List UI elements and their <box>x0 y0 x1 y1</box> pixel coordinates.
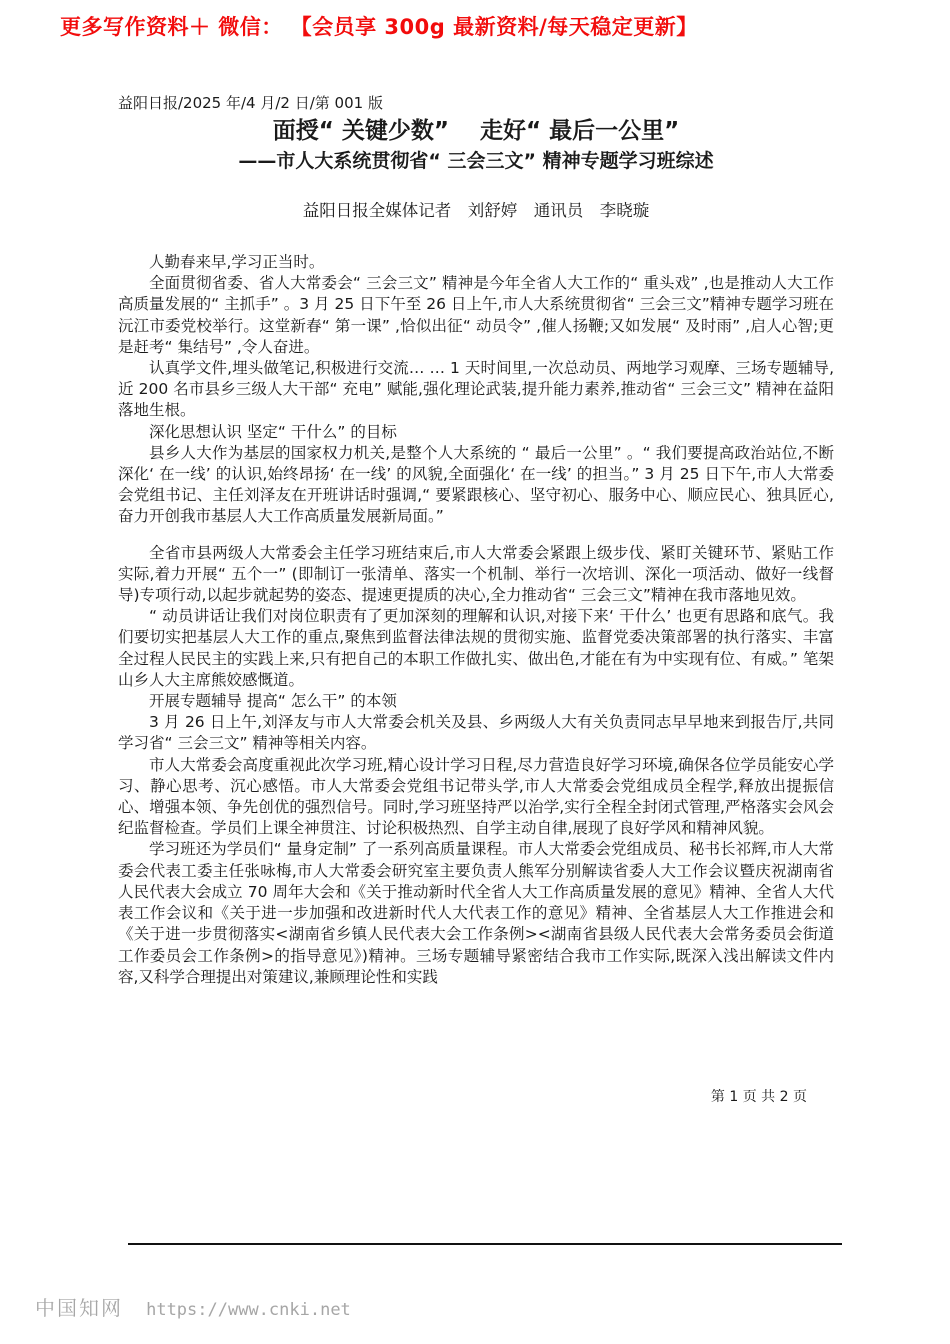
section-heading: 深化思想认识 坚定“ 干什么” 的目标 <box>149 422 397 441</box>
source-line: 益阳日报/2025 年/4 月/2 日/第 001 版 <box>118 94 383 112</box>
section-heading: 开展专题辅导 提高“ 怎么干” 的本领 <box>149 692 397 711</box>
article-paragraph: 学习班还为学员们“ 量身定制” 了一系列高质量课程。市人大常委会党组成员、秘书长祁辉,市人大常委会代表工委主任张咏梅,市人大常委会研究室主要负责人熊军分别解读省委人大工作会议暨庆祝湖南省人民代表大会成立 70 周年大会和《关于推动新时代全省人大工作高质量发展的意见》精神、全省人大代表工作会议和《关于进一步加强和改进新时代人大代表工作的意见》精神、全省基层人大工作推进会和《关于进一步贯彻落实<湖南省乡镇人民代表大会工作条例><湖南省县级人民代表大会常务委员会街道工作委员会工作条例>的指导意见》)精神。三场专题辅导紧密结合我市工作实际,既深入浅出解读文件内容,又科学合理提出对策建议,兼顾理论性和实践 <box>118 840 834 986</box>
article-paragraph: 3 月 26 日上午,刘泽友与市人大常委会机关及县、乡两级人大有关负责同志早早地来到报告厅,共同学习省“ 三会三文” 精神等相关内容。 <box>118 713 834 753</box>
article-body <box>118 252 834 988</box>
article-paragraph: 人勤春来早,学习正当时。 <box>149 253 325 271</box>
article-paragraph: 县乡人大作为基层的国家权力机关,是整个人大系统的 “ 最后一公里” 。“ 我们要提高政治站位,不断深化‘ 在一线’ 的认识,始终昂扬‘ 在一线’ 的风貌,全面强化‘ 在一线’ 的担当。” 3 月 25 日下午,市人大常委会党组书记、主任刘泽友在开班讲话时强调,“ 要紧跟核心、坚守初心、服务中心、顺应民心、独具匠心,奋力开创我市基层人大工作高质量发展新局面。” <box>118 443 834 526</box>
cnki-logo-text: 中国知网 <box>35 1296 123 1320</box>
promo-banner: 更多写作资料＋ 微信： 【会员享 300g 最新资料/每天稳定更新】 <box>60 15 698 39</box>
article-byline: 益阳日报全媒体记者 刘舒婷 通讯员 李晓璇 <box>302 201 650 220</box>
article-paragraph: 市人大常委会高度重视此次学习班,精心设计学习日程,尽力营造良好学习环境,确保各位学员能安心学习、静心思考、沉心感悟。市人大常委会党组书记带头学,市人大常委会党组成员全程学,释放出提振信心、增强本领、争先创优的强烈信号。同时,学习班坚持严以治学,实行全程全封闭式管理,严格落实会风会纪监督检查。学员们上课全神贯注、讨论积极热烈、自学主动自律,展现了良好学风和精神风貌。 <box>118 755 834 838</box>
article-title: 面授“ 关键少数” 走好“ 最后一公里” <box>272 118 680 144</box>
article-paragraph: 全面贯彻省委、省人大常委会“ 三会三文” 精神是今年全省人大工作的“ 重头戏” ,也是推动人大工作高质量发展的“ 主抓手” 。3 月 25 日下午至 26 日上午,市人大系统贯彻省“ 三会三文”精神专题学习班在沅江市委党校举行。这堂新春“ 第一课” ,恰似出征“ 动员令” ,催人扬鞭;又如发展“ 及时雨” ,启人心智;更是赶考“ 集结号” ,令人奋进。 <box>118 274 834 356</box>
article-paragraph: 认真学文件,埋头做笔记,积极进行交流… … 1 天时间里,一次总动员、两地学习观摩、三场专题辅导,近 200 名市县乡三级人大干部“ 充电” 赋能,强化理论武装,提升能力素养,推动省“ 三会三文” 精神在益阳落地生根。 <box>118 359 834 420</box>
footer-divider <box>128 1243 842 1245</box>
article-paragraph: 全省市县两级人大常委会主任学习班结束后,市人大常委会紧跟上级步伐、紧盯关键环节、紧贴工作实际,着力开展“ 五个一” (即制订一张清单、落实一个机制、举行一次培训、深化一项活动、做好一线督导)专项行动,以起步就起势的姿态、提速更提质的决心,全力推动省“ 三会三文”精神在我市落地见效。 <box>118 543 834 605</box>
page-number: 第 1 页 共 2 页 <box>710 1089 807 1105</box>
article-subtitle: ——市人大系统贯彻省“ 三会三文” 精神专题学习班综述 <box>238 150 714 172</box>
article-paragraph: “ 动员讲话让我们对岗位职责有了更加深刻的理解和认识,对接下来‘ 干什么’ 也更有思路和底气。我们要切实把基层人大工作的重点,聚焦到监督法律法规的贯彻实施、监督党委决策部署的执行落实、丰富全过程人民民主的实践上来,只有把自己的本职工作做扎实、做出色,才能在有为中实现有位、有威。” 笔架山乡人大主席熊姣感慨道。 <box>118 607 834 689</box>
cnki-url-link[interactable]: https://www.cnki.net <box>146 1300 351 1320</box>
footer-watermark <box>35 1292 351 1321</box>
article <box>118 94 834 988</box>
